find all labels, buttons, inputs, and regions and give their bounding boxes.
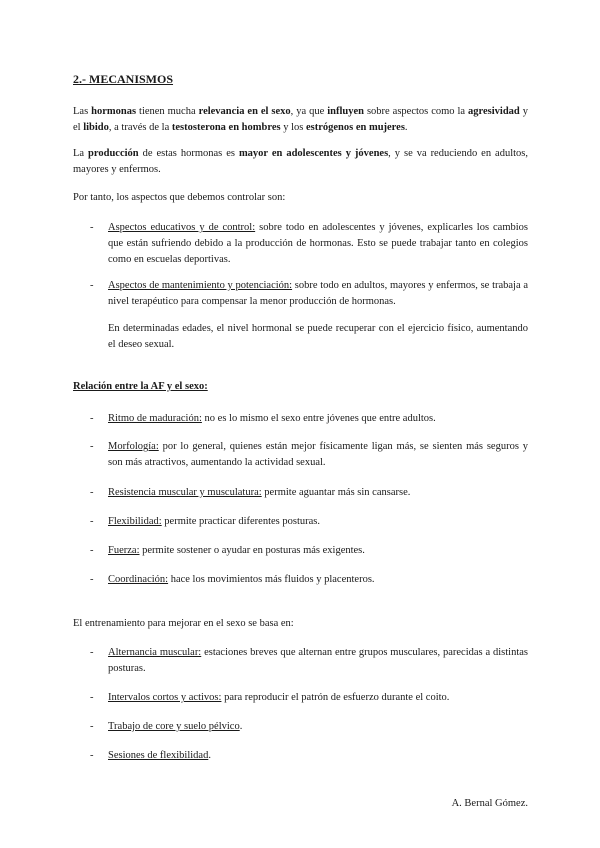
bullet-dash: -: [90, 647, 94, 658]
intro-paragraph-hormones: Las hormonas tienen mucha relevancia en el sexo, ya que influyen sobre aspectos como la agresividad y el libido, a través de la testosterona en hombres y los estrógenos en mujeres.: [73, 106, 528, 133]
bullet-dash: -: [90, 441, 94, 452]
list-item: - Resistencia muscular y musculatura: permite aguantar más sin cansarse.: [90, 485, 528, 501]
author-footer: A. Bernal Gómez.: [451, 798, 528, 809]
bullet-dash: -: [90, 516, 94, 527]
bullet-dash: -: [90, 574, 94, 585]
list-item: - Coordinación: hace los movimientos más fluidos y placenteros.: [90, 572, 528, 588]
control-note: En determinadas edades, el nivel hormonal se puede recuperar con el ejercicio físico, aumentando el deseo sexual.: [108, 323, 528, 350]
list-item: - Aspectos educativos y de control: sobre todo en adolescentes y jóvenes, explicarles los cambios que están sufriendo debido a la producción de hormonas. Esto se puede trabajar tanto en colegios como en escuelas deportivas.: [90, 222, 528, 265]
list-item: - Ritmo de maduración: no es lo mismo el sexo entre jóvenes que entre adultos.: [90, 411, 528, 427]
list-item: - Fuerza: permite sostener o ayudar en posturas más exigentes.: [90, 543, 528, 559]
bullet-dash: -: [90, 413, 94, 424]
section-title: 2.- MECANISMOS: [73, 72, 174, 86]
bullet-dash: -: [90, 222, 94, 233]
intro-paragraph-production: La producción de estas hormonas es mayor en adolescentes y jóvenes, y se va reduciendo en adultos, mayores y enfermos.: [73, 148, 529, 175]
intro-paragraph-control: Por tanto, los aspectos que debemos controlar son:: [73, 192, 286, 203]
training-intro: El entrenamiento para mejorar en el sexo se basa en:: [73, 618, 294, 629]
bullet-dash: -: [90, 750, 94, 761]
list-item: - Intervalos cortos y activos: para reproducir el patrón de esfuerzo durante el coito.: [90, 690, 528, 706]
bullet-dash: -: [90, 721, 94, 732]
list-item: - Alternancia muscular: estaciones breves que alternan entre grupos musculares, parecidas a distintas posturas.: [90, 647, 528, 674]
bullet-dash: -: [90, 692, 94, 703]
list-item: - Flexibilidad: permite practicar diferentes posturas.: [90, 514, 528, 530]
bullet-dash: -: [90, 487, 94, 498]
list-item: - Morfología: por lo general, quienes están mejor físicamente ligan más, se sienten más seguros y son más atractivos, aumentando la actividad sexual.: [90, 441, 528, 468]
relation-heading: Relación entre la AF y el sexo:: [73, 381, 208, 392]
bullet-dash: -: [90, 280, 94, 291]
list-item: - Trabajo de core y suelo pélvico.: [90, 719, 528, 735]
list-item: - Sesiones de flexibilidad.: [90, 748, 528, 764]
list-item: - Aspectos de mantenimiento y potenciación: sobre todo en adultos, mayores y enfermos, se trabaja a nivel terapéutico para compensar la menor producción de hormonas.: [90, 280, 529, 307]
bullet-dash: -: [90, 545, 94, 556]
